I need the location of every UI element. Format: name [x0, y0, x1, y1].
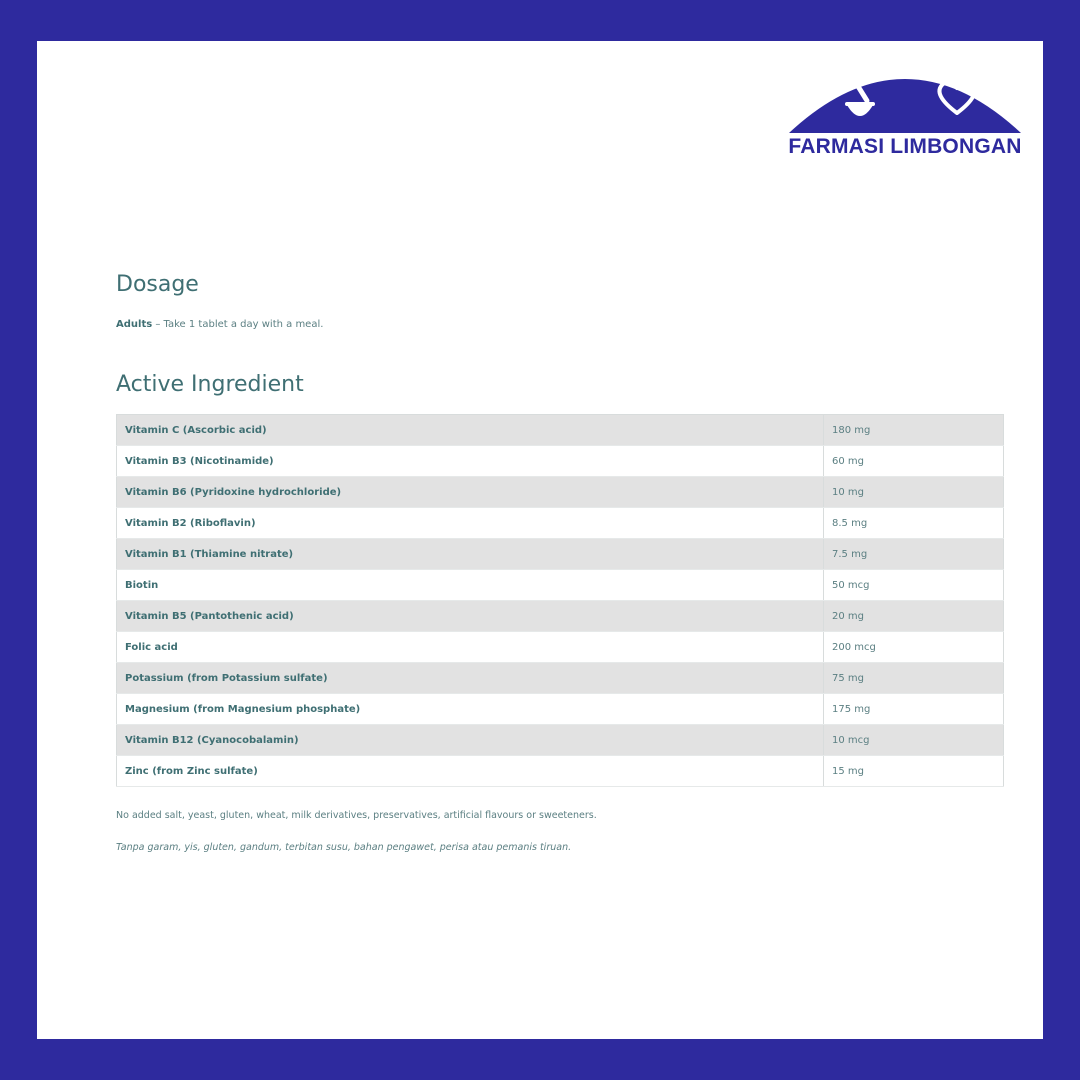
- dosage-label: Adults: [116, 319, 153, 330]
- table-row: [117, 694, 1004, 725]
- ingredient-name: Vitamin B2 (Riboflavin): [117, 508, 824, 539]
- ingredients-table: [116, 414, 1004, 787]
- table-row: [117, 570, 1004, 601]
- dosage-heading: Dosage: [116, 272, 199, 297]
- table-row: [117, 632, 1004, 663]
- active-ingredient-heading: Active Ingredient: [116, 372, 304, 397]
- free-from-note-english: No added salt, yeast, gluten, wheat, milk derivatives, preservatives, artificial flavours or sweeteners.: [116, 810, 597, 821]
- brand-name: FARMASI LIMBONGAN: [788, 135, 1022, 158]
- ingredient-amount: 15 mg: [824, 756, 1004, 787]
- brand-logo: [785, 61, 1025, 181]
- ingredient-name: Vitamin B1 (Thiamine nitrate): [117, 539, 824, 570]
- table-row: [117, 446, 1004, 477]
- ingredient-name: Vitamin C (Ascorbic acid): [117, 415, 824, 446]
- ingredient-amount: 20 mg: [824, 601, 1004, 632]
- ingredient-amount: 8.5 mg: [824, 508, 1004, 539]
- ingredient-name: Magnesium (from Magnesium phosphate): [117, 694, 824, 725]
- ingredient-name: Vitamin B3 (Nicotinamide): [117, 446, 824, 477]
- ingredient-name: Zinc (from Zinc sulfate): [117, 756, 824, 787]
- ingredient-amount: 200 mcg: [824, 632, 1004, 663]
- ingredient-amount: 7.5 mg: [824, 539, 1004, 570]
- ingredient-amount: 75 mg: [824, 663, 1004, 694]
- table-row: [117, 508, 1004, 539]
- product-info-card: [37, 41, 1043, 1039]
- free-from-note-malay: Tanpa garam, yis, gluten, gandum, terbitan susu, bahan pengawet, perisa atau pemanis tiruan.: [116, 842, 572, 853]
- ingredient-name: Folic acid: [117, 632, 824, 663]
- table-row: [117, 756, 1004, 787]
- content-area: [116, 270, 1004, 855]
- ingredient-amount: 10 mg: [824, 477, 1004, 508]
- table-row: [117, 725, 1004, 756]
- table-row: [117, 415, 1004, 446]
- dosage-instruction: [116, 318, 1004, 332]
- ingredient-name: Biotin: [117, 570, 824, 601]
- ingredient-name: Vitamin B6 (Pyridoxine hydrochloride): [117, 477, 824, 508]
- ingredient-amount: 50 mcg: [824, 570, 1004, 601]
- ingredient-amount: 10 mcg: [824, 725, 1004, 756]
- table-row: [117, 663, 1004, 694]
- ingredient-name: Vitamin B5 (Pantothenic acid): [117, 601, 824, 632]
- ingredient-amount: 180 mg: [824, 415, 1004, 446]
- table-row: [117, 601, 1004, 632]
- ingredient-amount: 60 mg: [824, 446, 1004, 477]
- ingredient-name: Potassium (from Potassium sulfate): [117, 663, 824, 694]
- ingredient-amount: 175 mg: [824, 694, 1004, 725]
- ingredient-name: Vitamin B12 (Cyanocobalamin): [117, 725, 824, 756]
- table-row: [117, 477, 1004, 508]
- logo-arc: [785, 61, 1025, 137]
- table-row: [117, 539, 1004, 570]
- dosage-text: – Take 1 tablet a day with a meal.: [152, 319, 324, 330]
